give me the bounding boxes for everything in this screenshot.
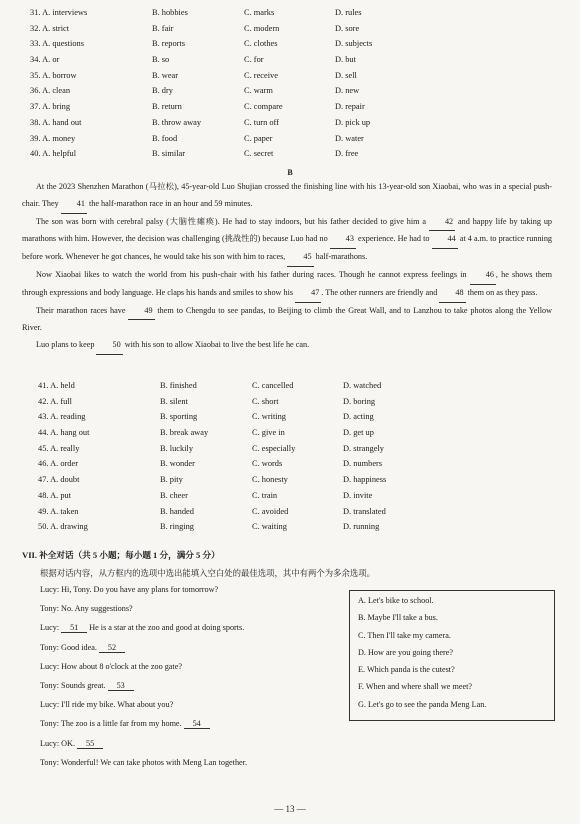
blank-52: 52	[99, 643, 125, 653]
option-row	[30, 149, 530, 165]
option-c: C. turn off	[244, 117, 279, 127]
dialog-text: Tony: Sounds great.	[40, 680, 106, 690]
option-b: B. wonder	[160, 459, 195, 469]
section-b-label: B	[287, 168, 293, 177]
dialog-text: Lucy: OK.	[40, 738, 76, 748]
option-row	[38, 397, 538, 413]
option-a: 31. A. interviews	[30, 8, 88, 17]
option-a: 33. A. questions	[30, 39, 84, 49]
option-c: C. warm	[244, 86, 273, 96]
dialog-line	[40, 739, 247, 758]
passage-text: and happy life by taking up marathons with him. However, the decision was challenging (挑战性的) because Luo had no	[22, 216, 553, 244]
dialog-line	[40, 719, 247, 738]
dialog-line	[40, 585, 247, 604]
dialog-text: Lucy:	[40, 623, 60, 633]
option-c: C. waiting	[252, 522, 287, 532]
option-a: 34. A. or	[30, 55, 60, 65]
option-a: 50. A. drawing	[38, 522, 88, 532]
passage-text: At the 2023 Shenzhen Marathon (马拉松), 45-year-old Luo Shujian crossed the finishing line with his 13-year-old son Xiaobai, who was in a special push-chair. They	[22, 182, 552, 208]
option-b: B. throw away	[152, 117, 202, 127]
dialog-line	[40, 662, 247, 681]
option-a: 40. A. helpful	[30, 149, 77, 159]
option-a: 46. A. order	[38, 459, 79, 469]
option-b: B. reports	[152, 39, 186, 49]
option-d: D. free	[335, 149, 359, 159]
option-d: D. water	[335, 133, 364, 143]
option-c: C. secret	[244, 149, 274, 159]
option-c: C. marks	[244, 8, 275, 17]
option-d: D. happiness	[343, 475, 387, 485]
option-d: D. sell	[335, 70, 357, 80]
dialog-text: Lucy: How about 8 o'clock at the zoo gate?	[40, 661, 182, 671]
option-row	[38, 522, 538, 538]
option-row	[30, 24, 530, 40]
blank-47: 47	[295, 285, 321, 303]
option-a: 32. A. strict	[30, 23, 70, 33]
option-c: C. especially	[252, 443, 296, 453]
option-c: C. for	[244, 55, 264, 65]
passage-paragraph	[22, 303, 552, 338]
option-b: B. food	[152, 133, 178, 143]
passage-text: , he shows them through expressions and body language. He claps his hands and smiles to show his	[22, 269, 552, 297]
options-41-50	[38, 381, 538, 538]
choices-box	[349, 590, 555, 721]
dialog-text: Lucy: I'll ride my bike. What about you?	[40, 700, 174, 710]
option-c: C. train	[252, 490, 278, 500]
choice-g: G. Let's go to see the panda Meng Lan.	[358, 699, 487, 709]
dialog-text: Tony: Good idea.	[40, 642, 97, 652]
blank-44: 44	[432, 231, 458, 249]
dialog-text: Tony: No. Any suggestions?	[40, 604, 133, 614]
blank-45: 45	[287, 249, 313, 267]
dialog-text: Tony: Wonderful! We can take photos with Meng Lan together.	[40, 757, 247, 767]
option-row	[30, 86, 530, 102]
option-row	[38, 381, 538, 397]
option-d: D. subjects	[335, 39, 373, 49]
page-number: — 13 —	[274, 804, 306, 814]
option-b: B. pity	[160, 475, 183, 485]
option-d: D. numbers	[343, 459, 383, 469]
blank-49: 49	[128, 303, 154, 321]
choice-d: D. How are you going there?	[358, 647, 454, 657]
option-c: C. cancelled	[252, 381, 294, 390]
section-7-instruction: 根据对话内容，从方框内的选项中选出能填入空白处的最佳选项，其中有两个为多余选项。	[40, 569, 375, 578]
option-b: B. so	[152, 55, 170, 65]
dialog-line	[40, 681, 247, 700]
passage-text: half-marathons.	[315, 252, 368, 262]
option-c: C. receive	[244, 70, 278, 80]
option-b: B. wear	[152, 70, 179, 80]
option-d: D. rules	[335, 8, 362, 17]
blank-51: 51	[61, 623, 87, 633]
dialog	[40, 585, 247, 777]
option-b: B. return	[152, 102, 182, 112]
blank-55: 55	[77, 739, 103, 749]
passage-paragraph	[22, 267, 552, 303]
option-d: D. strangely	[343, 443, 384, 453]
passage-text: Their marathon races have	[36, 305, 126, 315]
option-row	[30, 71, 530, 87]
option-row	[30, 118, 530, 134]
option-c: C. short	[252, 396, 279, 406]
option-b: B. sporting	[160, 412, 198, 422]
option-row	[38, 507, 538, 523]
passage-paragraph	[22, 337, 552, 355]
blank-50: 50	[96, 337, 122, 355]
option-d: D. watched	[343, 381, 382, 390]
option-b: B. cheer	[160, 490, 188, 500]
option-a: 39. A. money	[30, 133, 76, 143]
passage-text: them to Chengdu to see pandas, to Beijing to climb the Great Wall, and to Lanzhou to take photos along the Yellow River.	[22, 305, 552, 333]
option-a: 44. A. hang out	[38, 428, 90, 438]
choice-f: F. When and where shall we meet?	[358, 682, 473, 692]
option-b: B. finished	[160, 381, 197, 390]
blank-54: 54	[184, 719, 210, 729]
option-a: 47. A. doubt	[38, 475, 80, 485]
option-b: B. fair	[152, 23, 174, 33]
options-31-40	[30, 8, 530, 165]
passage-text: experience. He had to	[358, 234, 430, 244]
passage-text: Now Xiaobai likes to watch the world from his push-chair with his father during races. Though he cannot express feelings in	[36, 269, 467, 279]
option-a: 41. A. held	[38, 381, 75, 390]
passage-text: Luo plans to keep	[36, 340, 95, 350]
dialog-line	[40, 758, 247, 777]
option-c: C. compare	[244, 102, 283, 112]
option-a: 48. A. put	[38, 490, 72, 500]
option-c: C. paper	[244, 133, 273, 143]
option-row	[38, 475, 538, 491]
option-d: D. acting	[343, 412, 374, 422]
option-row	[38, 412, 538, 428]
option-a: 37. A. bring	[30, 102, 71, 112]
option-b: B. similar	[152, 149, 186, 159]
option-b: B. break away	[160, 428, 209, 438]
option-c: C. give in	[252, 428, 285, 438]
option-c: C. words	[252, 459, 283, 469]
blank-53: 53	[108, 681, 134, 691]
dialog-line	[40, 643, 247, 662]
option-row	[38, 444, 538, 460]
passage-paragraph	[22, 214, 552, 267]
option-d: D. pick up	[335, 117, 371, 127]
option-d: D. translated	[343, 506, 386, 516]
option-c: C. avoided	[252, 506, 289, 516]
dialog-text: Tony: The zoo is a little far from my home.	[40, 719, 182, 729]
option-b: B. luckily	[160, 443, 194, 453]
option-a: 35. A. borrow	[30, 70, 77, 80]
option-a: 49. A. taken	[38, 506, 79, 516]
blank-41: 41	[61, 196, 87, 214]
blank-48: 48	[439, 285, 465, 303]
dialog-line	[40, 623, 247, 642]
option-a: 42. A. full	[38, 396, 72, 406]
blank-42: 42	[429, 214, 455, 232]
option-a: 43. A. reading	[38, 412, 86, 422]
dialog-text: He is a star at the zoo and good at doing sports.	[89, 623, 245, 633]
option-d: D. running	[343, 522, 380, 532]
option-c: C. modern	[244, 23, 280, 33]
option-b: B. dry	[152, 86, 173, 96]
choice-c: C. Then I'll take my camera.	[358, 630, 451, 640]
option-row	[30, 102, 530, 118]
option-b: B. hobbies	[152, 8, 188, 17]
passage-text: with his son to allow Xiaobai to live the best life he can.	[124, 340, 310, 350]
option-row	[38, 428, 538, 444]
passage-text: . The other runners are friendly and	[321, 287, 438, 297]
option-b: B. handed	[160, 506, 194, 516]
option-c: C. honesty	[252, 475, 288, 485]
option-d: D. new	[335, 86, 360, 96]
choice-e: E. Which panda is the cutest?	[358, 665, 455, 675]
choice-b: B. Maybe I'll take a bus.	[358, 613, 438, 623]
blank-46: 46	[470, 267, 496, 285]
option-d: D. get up	[343, 428, 374, 438]
passage-text: the half-marathon race in an hour and 59 minutes.	[88, 198, 253, 208]
passage-text: at 4 a.m. to practice running before work. Whenever he got chances, he would take his son with him to races,	[22, 234, 553, 262]
section-7-title: VII. 补全对话（共 5 小题；每小题 1 分，满分 5 分）	[22, 550, 220, 560]
option-a: 45. A. really	[38, 443, 80, 453]
option-row	[30, 55, 530, 71]
choice-a: A. Let's bike to school.	[358, 596, 434, 605]
blank-43: 43	[330, 231, 356, 249]
dialog-text: Lucy: Hi, Tony. Do you have any plans for tomorrow?	[40, 585, 219, 594]
option-row	[38, 491, 538, 507]
option-d: D. repair	[335, 102, 365, 112]
option-b: B. ringing	[160, 522, 194, 532]
passage-text: The son was born with cerebral palsy (大脑性瘫痪). He had to stay indoors, but his father decided to give him a	[36, 216, 427, 226]
option-b: B. silent	[160, 396, 188, 406]
option-a: 38. A. hand out	[30, 117, 82, 127]
option-a: 36. A. clean	[30, 86, 71, 96]
passage-text: them on as they pass.	[467, 287, 538, 297]
option-d: D. but	[335, 55, 356, 65]
option-c: C. clothes	[244, 39, 278, 49]
option-d: D. sore	[335, 23, 360, 33]
option-row	[30, 39, 530, 55]
dialog-line	[40, 604, 247, 623]
option-c: C. writing	[252, 412, 286, 422]
reading-passage	[22, 179, 552, 355]
dialog-line	[40, 700, 247, 719]
option-d: D. invite	[343, 490, 373, 500]
option-row	[30, 134, 530, 150]
option-row	[30, 8, 530, 24]
option-d: D. boring	[343, 396, 376, 406]
passage-paragraph	[22, 179, 552, 214]
option-row	[38, 459, 538, 475]
